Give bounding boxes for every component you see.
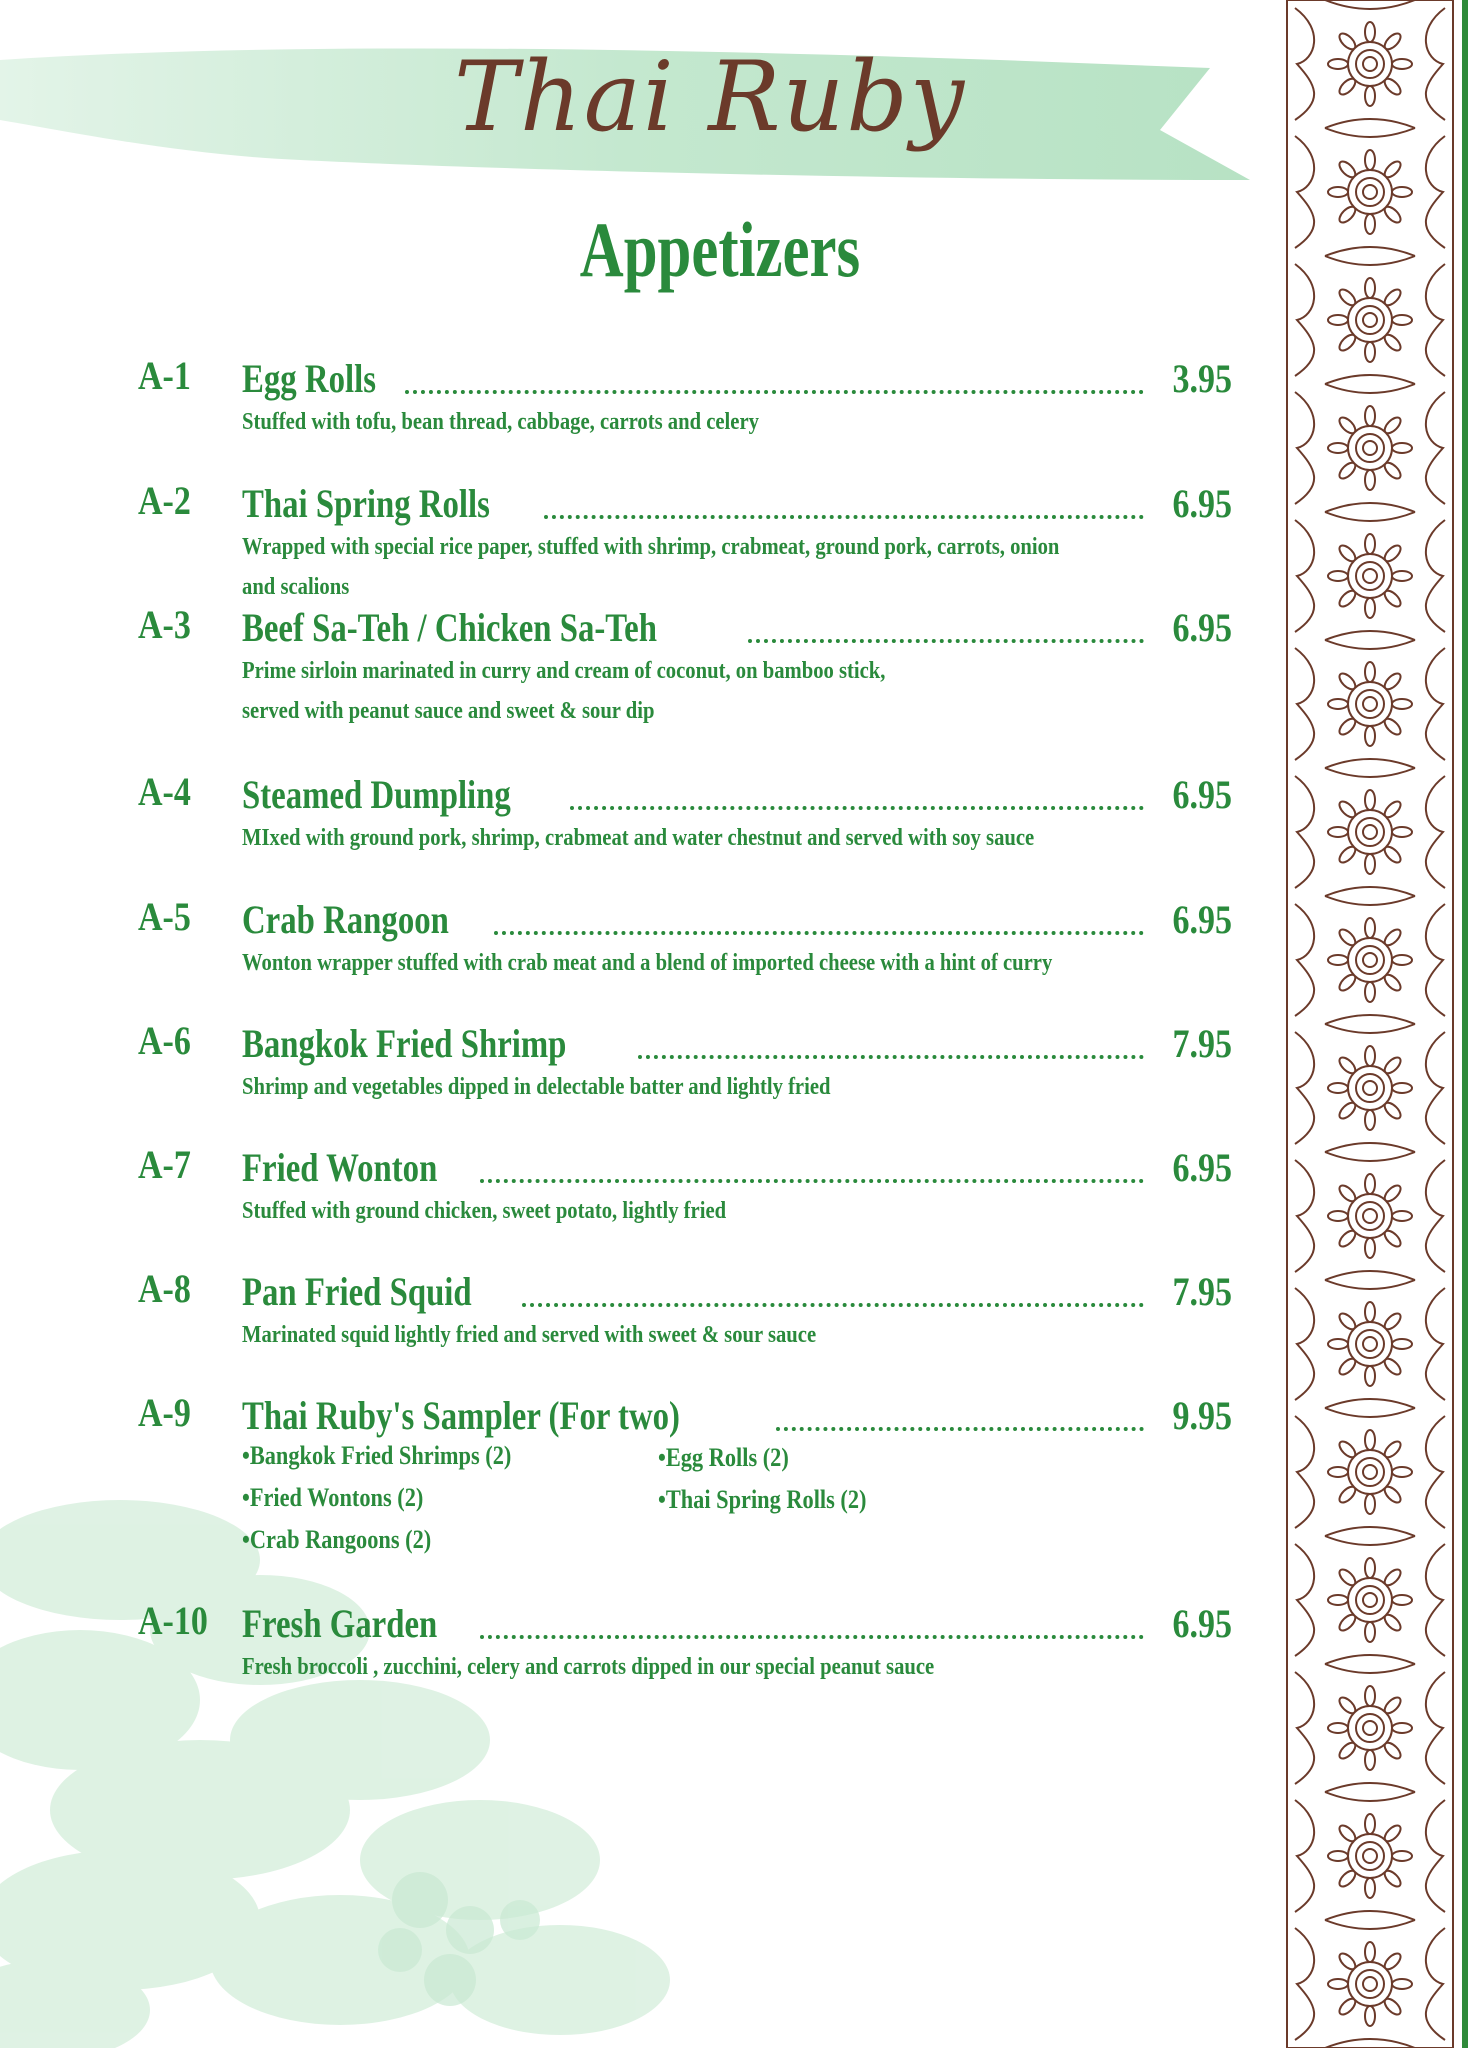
item-name: Steamed Dumpling [242,772,511,817]
item-code: A-8 [138,1266,191,1311]
item-name: Thai Ruby's Sampler (For two) [242,1393,680,1438]
item-code: A-7 [138,1142,191,1187]
ornament-tile [1295,0,1445,128]
item-price: 9.95 [1172,1393,1232,1438]
item-name: Thai Spring Rolls [242,481,490,526]
ornament-tile [1295,1920,1445,2048]
leader-dots [405,390,1144,394]
item-name: Crab Rangoon [242,897,449,942]
item-line [242,352,1232,402]
item-price: 7.95 [1172,1021,1232,1066]
item-line [242,1017,1232,1067]
ornament-tile [1295,512,1445,640]
item-code: A-9 [138,1390,191,1435]
item-price: 6.95 [1172,1145,1232,1190]
ornament-tile [1295,128,1445,256]
item-line [242,893,1232,943]
ornament-tile [1295,384,1445,512]
leader-dots [570,806,1144,810]
item-price: 6.95 [1172,897,1232,942]
item-name: Bangkok Fried Shrimp [242,1021,567,1066]
ornament-tile [1295,640,1445,768]
item-line [242,768,1232,818]
item-description: Wrapped with special rice paper, stuffed with shrimp, crabmeat, ground pork, carrots, onion and scalions [242,534,1060,600]
item-description: Stuffed with ground chicken, sweet potato, lightly fried [242,1198,727,1224]
item-description: Wonton wrapper stuffed with crab meat and a blend of imported cheese with a hint of curry [242,950,1053,976]
item-line [242,1141,1232,1191]
leader-dots [494,931,1144,935]
leader-dots [776,1427,1144,1431]
leader-dots [480,1179,1144,1183]
item-line [242,1265,1232,1315]
ornament-tile [1295,1536,1445,1664]
leader-dots [480,1635,1144,1639]
leader-dots [638,1055,1144,1059]
item-name: Pan Fried Squid [242,1269,472,1314]
item-code: A-3 [138,602,191,647]
ornament-tile [1295,1664,1445,1792]
ornament-tile [1295,1024,1445,1152]
leader-dots [748,639,1144,643]
sampler-entry: •Thai Spring Rolls (2) [658,1485,867,1514]
item-code: A-6 [138,1018,191,1063]
ornament-tile [1295,896,1445,1024]
item-name: Fried Wonton [242,1145,438,1190]
leaf-watermark [0,1480,700,2048]
item-price: 3.95 [1172,356,1232,401]
item-price: 7.95 [1172,1269,1232,1314]
leader-dots [522,1303,1144,1307]
brand-logo: Thai Ruby [453,41,967,153]
item-line [242,477,1232,527]
ornament-tile [1295,1408,1445,1536]
item-code: A-5 [138,894,191,939]
sampler-entry: •Bangkok Fried Shrimps (2) [242,1441,512,1470]
item-code: A-10 [138,1598,208,1643]
item-name: Egg Rolls [242,356,376,401]
item-description: Prime sirloin marinated in curry and cream of coconut, on bamboo stick, served with peanut sauce and sweet & sour dip [242,658,886,724]
item-price: 6.95 [1172,772,1232,817]
ornament-tile [1295,1792,1445,1920]
item-description: MIxed with ground pork, shrimp, crabmeat and water chestnut and served with soy sauce [242,825,1035,851]
item-description: Fresh broccoli , zucchini, celery and carrots dipped in our special peanut sauce [242,1654,935,1680]
item-line [242,1389,1232,1439]
ornament-tile [1295,256,1445,384]
item-name: Beef Sa-Teh / Chicken Sa-Teh [242,605,657,650]
leader-dots [544,515,1144,519]
item-code: A-2 [138,478,191,523]
item-line [242,1597,1232,1647]
item-description: Shrimp and vegetables dipped in delectable batter and lightly fried [242,1074,831,1100]
item-price: 6.95 [1172,481,1232,526]
item-name: Fresh Garden [242,1601,438,1646]
ornament-tile [1295,768,1445,896]
item-price: 6.95 [1172,605,1232,650]
section-title: Appetizers [579,206,861,293]
item-price: 6.95 [1172,1601,1232,1646]
item-code: A-1 [138,353,191,398]
item-description: Marinated squid lightly fried and served with sweet & sour sauce [242,1322,817,1348]
sampler-entry: •Crab Rangoons (2) [242,1525,432,1554]
sampler-entry: •Fried Wontons (2) [242,1483,424,1512]
ornament-tile [1295,1280,1445,1408]
item-description: Stuffed with tofu, bean thread, cabbage, carrots and celery [242,409,759,435]
item-line [242,601,1232,651]
item-code: A-4 [138,769,191,814]
ornamental-border [1285,0,1455,2048]
page-edge [1462,0,1468,2048]
sampler-entry: •Egg Rolls (2) [658,1443,789,1472]
ornament-tile [1295,1152,1445,1280]
